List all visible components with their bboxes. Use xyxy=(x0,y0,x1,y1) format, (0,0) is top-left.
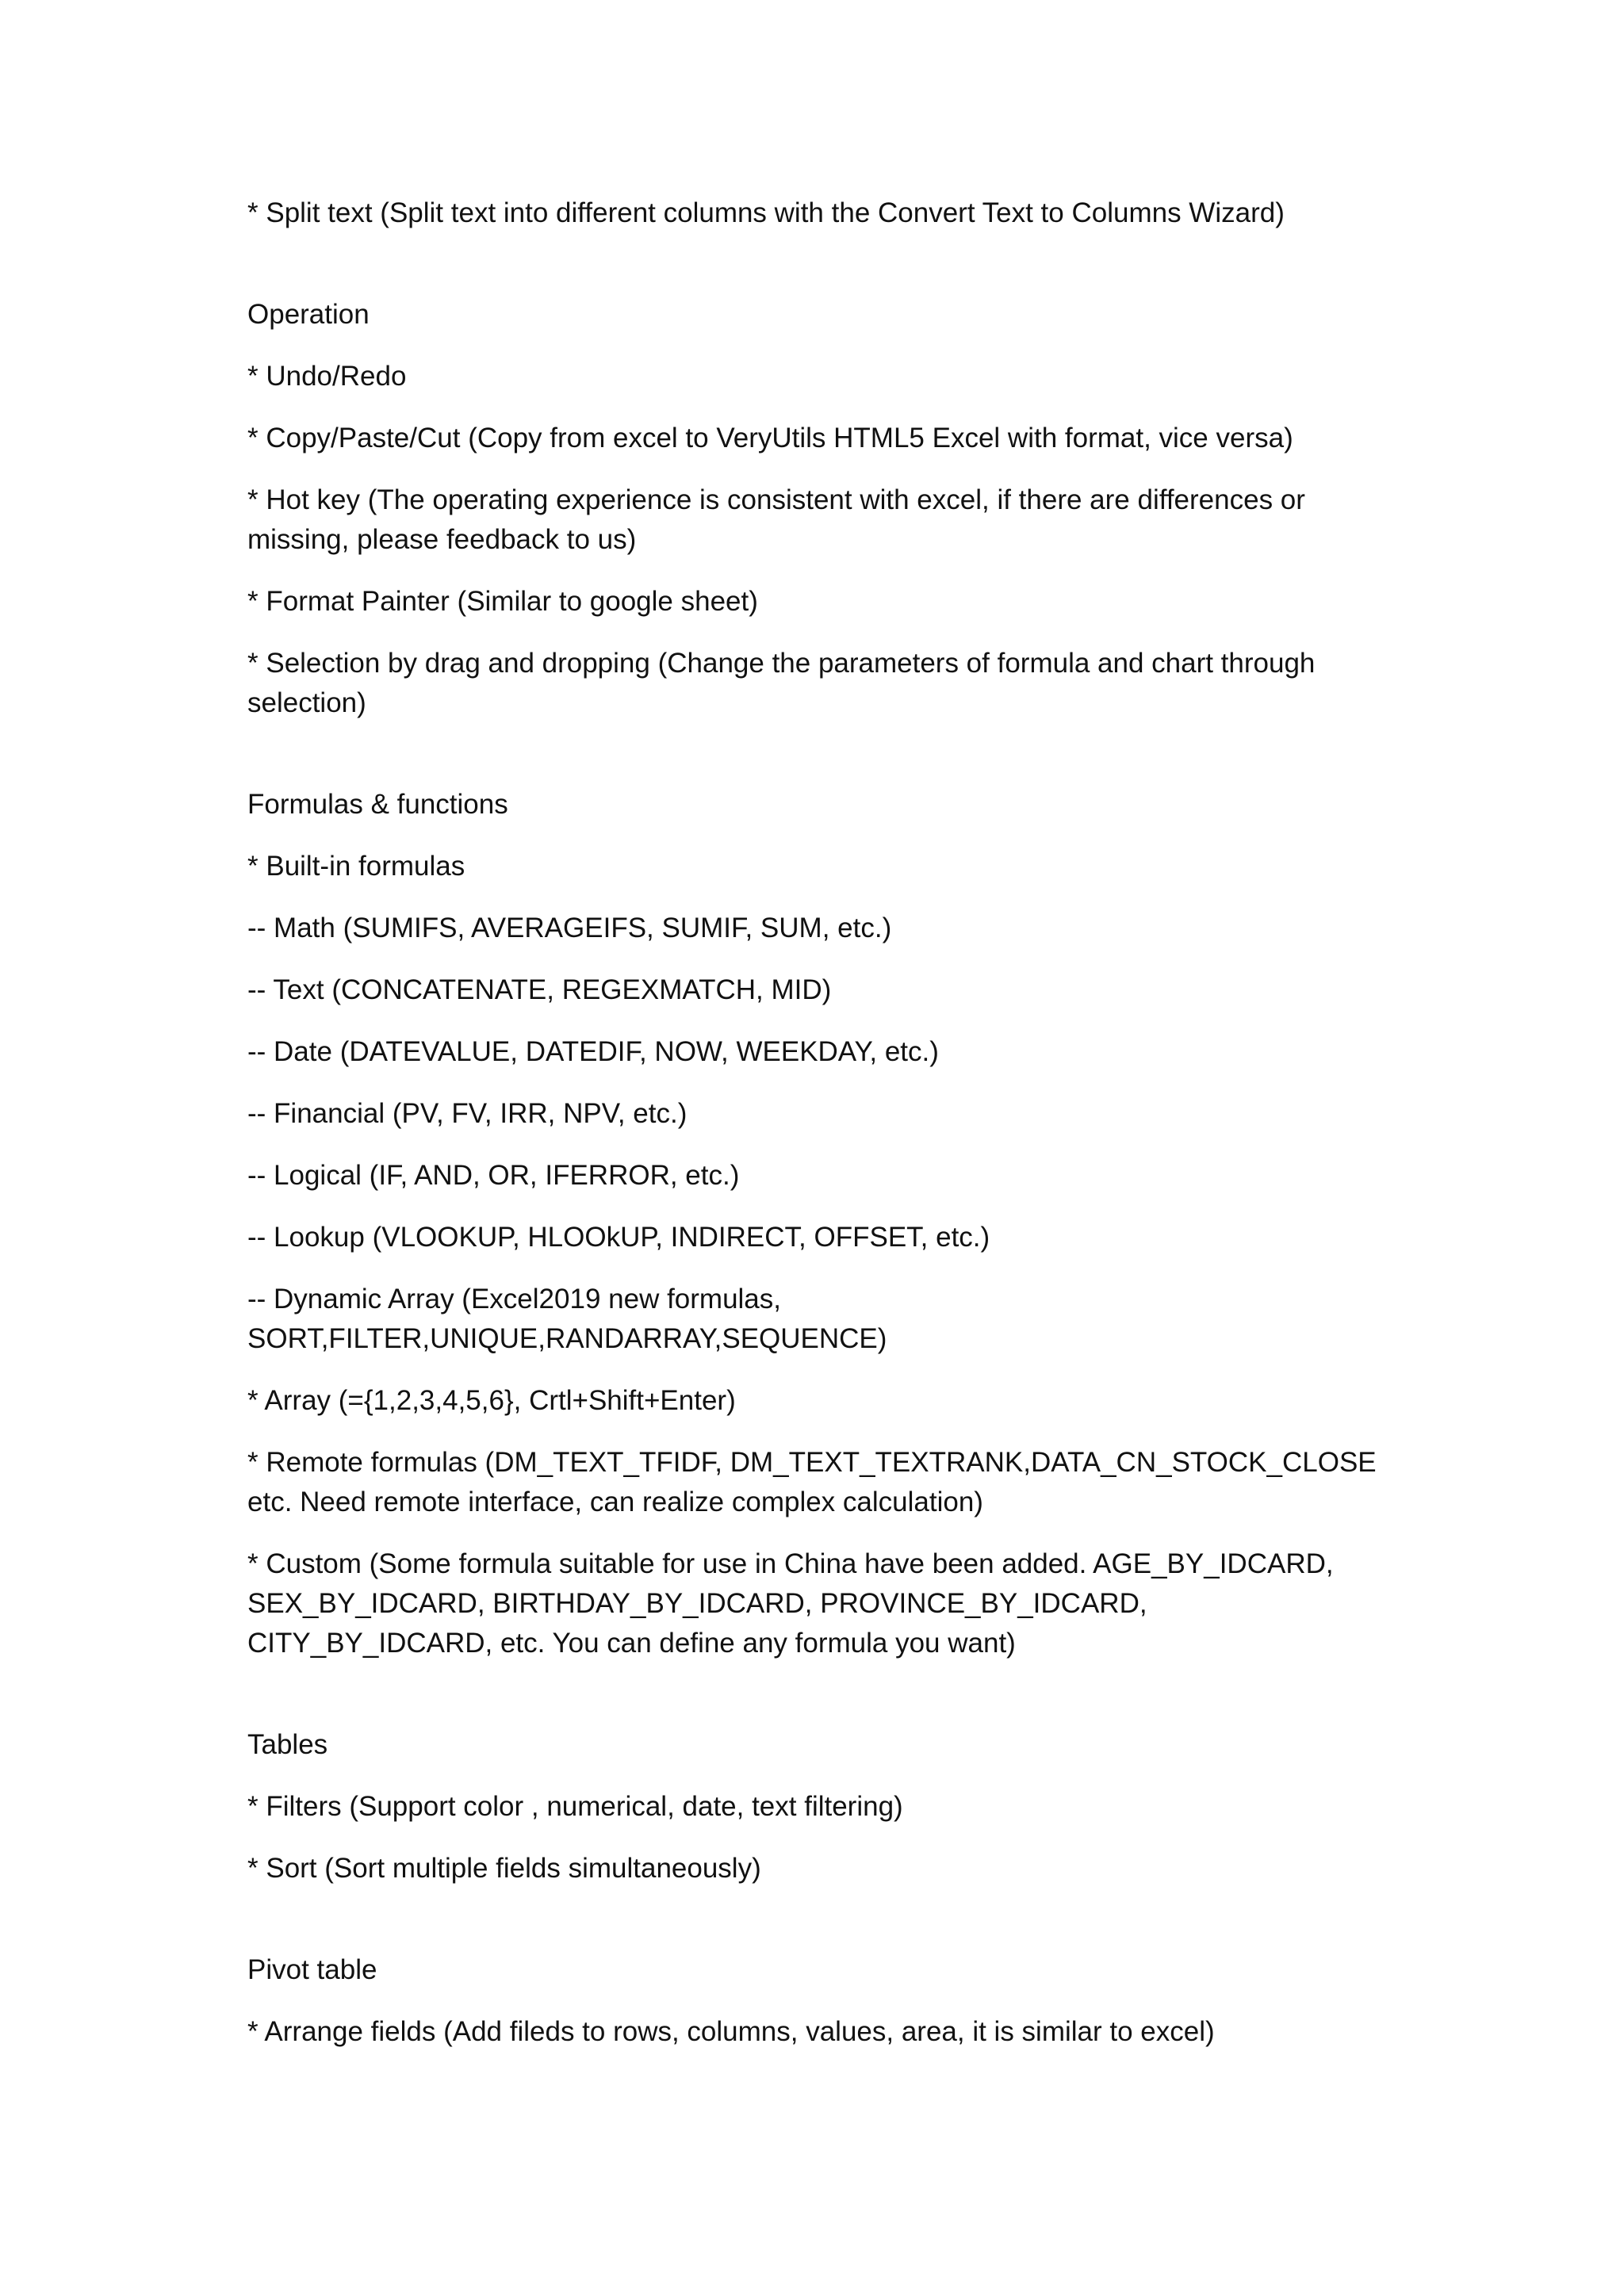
list-item: -- Text (CONCATENATE, REGEXMATCH, MID) xyxy=(247,974,832,1005)
list-item: * Sort (Sort multiple fields simultaneously) xyxy=(247,1853,761,1884)
list-item: * Custom (Some formula suitable for use in China have been added. AGE_BY_IDCARD, SEX_BY_IDCARD, BIRTHDAY_BY_IDCARD, PROVINCE_BY_IDCARD, CITY_BY_IDCARD, etc. You can define any formula you want) xyxy=(247,1548,1334,1659)
list-item: * Undo/Redo xyxy=(247,361,407,392)
formulas-heading: Formulas & functions xyxy=(247,789,508,820)
list-item: * Remote formulas (DM_TEXT_TFIDF, DM_TEXT_TEXTRANK,DATA_CN_STOCK_CLOSE etc. Need remote interface, can realize complex calculation) xyxy=(247,1447,1377,1517)
tables-heading: Tables xyxy=(247,1729,328,1760)
pivot-table-heading: Pivot table xyxy=(247,1954,377,1985)
list-item: * Copy/Paste/Cut (Copy from excel to VeryUtils HTML5 Excel with format, vice versa) xyxy=(247,423,1293,453)
split-text-line: * Split text (Split text into different columns with the Convert Text to Columns Wizard) xyxy=(247,197,1285,228)
list-item: -- Date (DATEVALUE, DATEDIF, NOW, WEEKDAY, etc.) xyxy=(247,1036,939,1067)
list-item: * Selection by drag and dropping (Change the parameters of formula and chart through selection) xyxy=(247,648,1316,718)
list-item: * Format Painter (Similar to google sheet) xyxy=(247,586,758,617)
list-item: -- Financial (PV, FV, IRR, NPV, etc.) xyxy=(247,1098,688,1129)
document-content xyxy=(247,193,1389,2074)
list-item: -- Lookup (VLOOKUP, HLOOkUP, INDIRECT, OFFSET, etc.) xyxy=(247,1222,990,1253)
operation-heading: Operation xyxy=(247,299,370,330)
list-item: * Hot key (The operating experience is consistent with excel, if there are differences or missing, please feedback to us) xyxy=(247,484,1305,555)
list-item: * Built-in formulas xyxy=(247,851,465,882)
list-item: -- Dynamic Array (Excel2019 new formulas, SORT,FILTER,UNIQUE,RANDARRAY,SEQUENCE) xyxy=(247,1284,887,1354)
list-item: * Array (={1,2,3,4,5,6}, Crtl+Shift+Enter) xyxy=(247,1385,736,1416)
list-item: * Filters (Support color , numerical, date, text filtering) xyxy=(247,1791,903,1822)
list-item: -- Logical (IF, AND, OR, IFERROR, etc.) xyxy=(247,1160,740,1191)
list-item: -- Math (SUMIFS, AVERAGEIFS, SUMIF, SUM, etc.) xyxy=(247,913,892,943)
list-item: * Arrange fields (Add fileds to rows, columns, values, area, it is similar to excel) xyxy=(247,2016,1215,2047)
